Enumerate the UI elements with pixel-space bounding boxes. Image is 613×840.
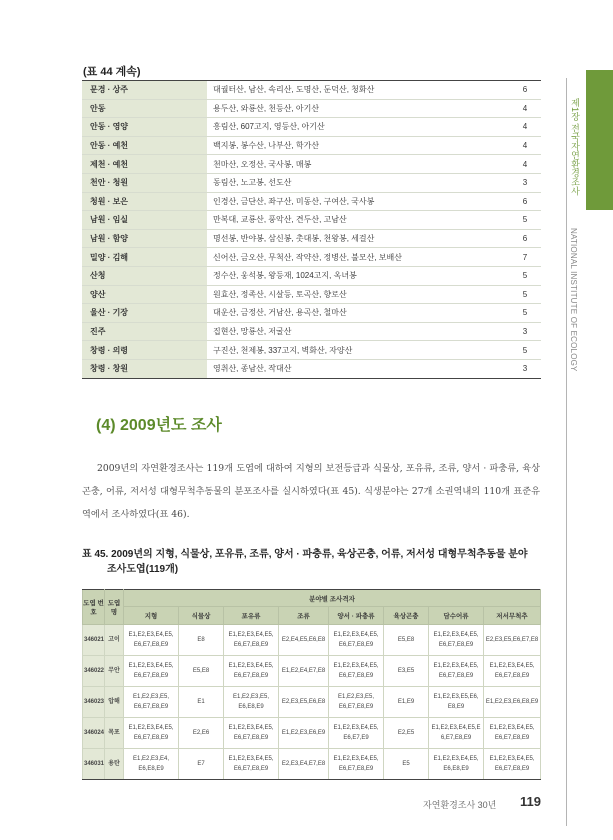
region-cell: 안동 (82, 99, 207, 118)
grid-cell: E1,E2,E3,E4,E5, E6,E7,E8,E9 (329, 656, 384, 687)
table-row (82, 322, 541, 341)
count-cell: 4 (509, 99, 541, 118)
grid-cell: E5 (384, 749, 429, 780)
grid-cell: E1,E2,E3,E5, E6,E8,E9 (224, 687, 279, 718)
table-row (82, 192, 541, 211)
mountains-cell: 용두산, 와룡산, 천등산, 아기산 (207, 99, 509, 118)
table45-caption-cont: 조사도엽(119개) (107, 564, 179, 575)
grid-cell: E1,E2,E3,E6,E8,E9 (484, 687, 541, 718)
grid-cell: E1,E2,E3,E4,E5, E6,E7,E8,E9 (124, 625, 179, 656)
mountains-cell: 신어산, 금오산, 무척산, 작약산, 정병산, 불모산, 보배산 (207, 248, 509, 267)
region-cell: 청원 · 보은 (82, 192, 207, 211)
mountains-cell: 대운산, 금정산, 거남산, 용곡산, 철마산 (207, 304, 509, 323)
count-cell: 3 (509, 359, 541, 378)
table45-caption: 표 45. 2009년의 지형, 식물상, 포유류, 조류, 양서 · 파충류, 육상곤충, 어류, 저서성 대형무척추동물 분야 (82, 549, 528, 560)
region-cell: 창령 · 창원 (82, 359, 207, 378)
table-row (83, 656, 541, 687)
table-row (82, 248, 541, 267)
grid-cell: E1,E2,E3,E4,E5, E6,E7,E9 (329, 718, 384, 749)
mountains-cell: 동림산, 노고봉, 선도산 (207, 173, 509, 192)
region-cell: 제천 · 예천 (82, 155, 207, 174)
header-code: 도엽 번호 (83, 590, 105, 625)
paragraph-text: 2009년의 자연환경조사는 119개 도엽에 대하여 지형의 보전등급과 식물상, 포유류, 조류, 양서 · 파충류, 육상곤충, 어류, 저서성 대형무척추동물의 분포조사를 실시하였다(표 45). 식생분야는 27개 소권역내의 110개 표준유역에서 조사하였다(표 46). (82, 463, 540, 520)
region-cell: 양산 (82, 285, 207, 304)
count-cell: 4 (509, 136, 541, 155)
grid-cell: E5,E8 (179, 656, 224, 687)
grid-cell: E1,E2,E3,E6,E9 (279, 718, 329, 749)
grid-cell: E1 (179, 687, 224, 718)
table-row (82, 285, 541, 304)
sheet-code-cell: 346024 (83, 718, 105, 749)
sheet-code-cell: 346021 (83, 625, 105, 656)
mountains-cell: 백지봉, 봉수산, 나부산, 학가산 (207, 136, 509, 155)
column-header: 저서무척추 (484, 607, 541, 625)
count-cell: 6 (509, 81, 541, 100)
grid-cell: E2,E6 (179, 718, 224, 749)
page-number: 119 (520, 794, 541, 809)
footer-text: 자연환경조사 30년 (423, 800, 497, 810)
count-cell: 6 (509, 229, 541, 248)
column-header: 육상곤충 (384, 607, 429, 625)
column-header: 식물상 (179, 607, 224, 625)
table-row (82, 136, 541, 155)
chapter-label: 제1장 전국자연환경조사 (570, 98, 580, 196)
grid-cell: E1,E9 (384, 687, 429, 718)
grid-cell: E2,E3,E4,E7,E8 (279, 749, 329, 780)
grid-cell: E1,E2,E3,E4,E5, E6,E7,E8,E9 (224, 718, 279, 749)
grid-cell: E1,E2,E3,E5, E6,E7,E8,E9 (329, 687, 384, 718)
grid-cell: E1,E2,E3,E5, E6,E7,E8,E9 (124, 687, 179, 718)
grid-cell: E1,E2,E3,E4,E5, E6,E7,E8,E9 (224, 625, 279, 656)
count-cell: 3 (509, 322, 541, 341)
table-row (82, 99, 541, 118)
grid-cell: E1,E2,E3,E4,E5, E6,E7,E8,E9 (429, 625, 484, 656)
region-cell: 남원 · 임실 (82, 211, 207, 230)
chapter-tab (586, 70, 613, 210)
sheet-name-cell: 목포 (105, 718, 124, 749)
grid-cell: E1,E2,E3,E4,E5, E6,E7,E8,E9 (329, 625, 384, 656)
grid-cell: E1,E2,E3,E4,E5, E6,E7,E8,E9 (124, 656, 179, 687)
grid-cell: E1,E2,E3,E4,E5, E6,E7,E8,E9 (484, 656, 541, 687)
region-cell: 안동 · 영양 (82, 118, 207, 137)
sheet-name-cell: 고이 (105, 625, 124, 656)
grid-cell: E2,E3,E5,E6,E8 (279, 687, 329, 718)
count-cell: 5 (509, 285, 541, 304)
mountains-cell: 영취산, 종남산, 작대산 (207, 359, 509, 378)
mountains-cell: 만복대, 교룡산, 풍악산, 견두산, 고남산 (207, 211, 509, 230)
table-row (83, 687, 541, 718)
grid-cell: E1,E2,E4,E7,E8 (279, 656, 329, 687)
table-row (82, 81, 541, 100)
grid-cell: E1,E2,E3,E4,E5, E6,E7,E8,E9 (329, 749, 384, 780)
grid-cell: E1,E2,E3,E4,E5, E6,E7,E8,E9 (224, 656, 279, 687)
sheet-code-cell: 346022 (83, 656, 105, 687)
grid-cell: E1,E2,E3,E4,E5, E6,E8,E9 (429, 749, 484, 780)
column-header: 양서 · 파충류 (329, 607, 384, 625)
region-cell: 산청 (82, 266, 207, 285)
table-row (82, 266, 541, 285)
table-row (83, 718, 541, 749)
sheet-name-cell: 무안 (105, 656, 124, 687)
region-cell: 밀양 · 김해 (82, 248, 207, 267)
table-row (83, 749, 541, 780)
table-row (82, 155, 541, 174)
grid-cell: E1,E2,E3,E4,E5, E6,E7,E8,E9 (124, 718, 179, 749)
table-row (82, 211, 541, 230)
column-header: 담수어류 (429, 607, 484, 625)
region-cell: 남원 · 함양 (82, 229, 207, 248)
table-row (82, 173, 541, 192)
grid-cell: E1,E2,E3,E4,E5, E6,E7,E8,E9 (484, 718, 541, 749)
header-group: 분야별 조사격자 (124, 590, 541, 607)
table-44 (82, 80, 541, 379)
grid-cell: E5,E8 (384, 625, 429, 656)
margin-rule (566, 78, 567, 826)
grid-cell: E3,E5 (384, 656, 429, 687)
grid-cell: E2,E5 (384, 718, 429, 749)
mountains-cell: 집현산, 망룡산, 저굴산 (207, 322, 509, 341)
grid-cell: E2,E3,E5,E6,E7,E8 (484, 625, 541, 656)
table-row (82, 304, 541, 323)
mountains-cell: 명선봉, 반야봉, 삼신봉, 촛대봉, 천왕봉, 세걸산 (207, 229, 509, 248)
count-cell: 5 (509, 211, 541, 230)
mountains-cell: 정수산, 웅석봉, 왕등재, 1024고지, 옥녀봉 (207, 266, 509, 285)
section-paragraph (82, 457, 540, 526)
column-header: 포유류 (224, 607, 279, 625)
mountains-cell: 인경산, 금단산, 좌구산, 미동산, 구여산, 국사봉 (207, 192, 509, 211)
mountains-cell: 원효산, 정족산, 시살등, 토곡산, 향로산 (207, 285, 509, 304)
sheet-name-cell: 압해 (105, 687, 124, 718)
institute-label: NATIONAL INSTITUTE OF ECOLOGY (569, 228, 578, 372)
table-row (82, 341, 541, 360)
table-row (83, 625, 541, 656)
grid-cell: E7 (179, 749, 224, 780)
count-cell: 3 (509, 173, 541, 192)
sheet-code-cell: 346031 (83, 749, 105, 780)
sheet-name-cell: 용탄 (105, 749, 124, 780)
count-cell: 4 (509, 118, 541, 137)
table-row (82, 359, 541, 378)
mountains-cell: 흥림산, 607고지, 영등산, 아기산 (207, 118, 509, 137)
region-cell: 울산 · 기장 (82, 304, 207, 323)
grid-cell: E1,E2,E3,E5,E6, E8,E9 (429, 687, 484, 718)
column-header: 지형 (124, 607, 179, 625)
count-cell: 4 (509, 155, 541, 174)
column-header: 조류 (279, 607, 329, 625)
grid-cell: E1,E2,E3,E4,E5, E6,E7,E8,E9 (224, 749, 279, 780)
count-cell: 5 (509, 341, 541, 360)
mountains-cell: 대궐터산, 남산, 속리산, 도명산, 둔덕산, 청화산 (207, 81, 509, 100)
count-cell: 5 (509, 266, 541, 285)
grid-cell: E2,E4,E5,E6,E8 (279, 625, 329, 656)
section-heading: (4) 2009년도 조사 (96, 417, 222, 434)
header-region: 도엽명 (105, 590, 124, 625)
grid-cell: E8 (179, 625, 224, 656)
mountains-cell: 천마산, 오정산, 국사봉, 매봉 (207, 155, 509, 174)
region-cell: 진주 (82, 322, 207, 341)
sheet-code-cell: 346023 (83, 687, 105, 718)
region-cell: 문경 · 상주 (82, 81, 207, 100)
grid-cell: E1,E2,E3,E4,E5, E6,E7,E8,E9 (484, 749, 541, 780)
grid-cell: E1,E2,E3,E4,E5,E 6,E7,E8,E9 (429, 718, 484, 749)
table-row (82, 118, 541, 137)
table44-caption: (표 44 계속) (83, 66, 141, 78)
region-cell: 천안 · 청원 (82, 173, 207, 192)
mountains-cell: 구진산, 천제봉, 337고지, 벽화산, 자양산 (207, 341, 509, 360)
count-cell: 6 (509, 192, 541, 211)
count-cell: 7 (509, 248, 541, 267)
region-cell: 안동 · 예천 (82, 136, 207, 155)
grid-cell: E1,E2,E3,E4, E6,E8,E9 (124, 749, 179, 780)
table-45 (82, 589, 541, 780)
region-cell: 창령 · 의령 (82, 341, 207, 360)
grid-cell: E1,E2,E3,E4,E5, E6,E7,E8,E9 (429, 656, 484, 687)
count-cell: 5 (509, 304, 541, 323)
table-row (82, 229, 541, 248)
